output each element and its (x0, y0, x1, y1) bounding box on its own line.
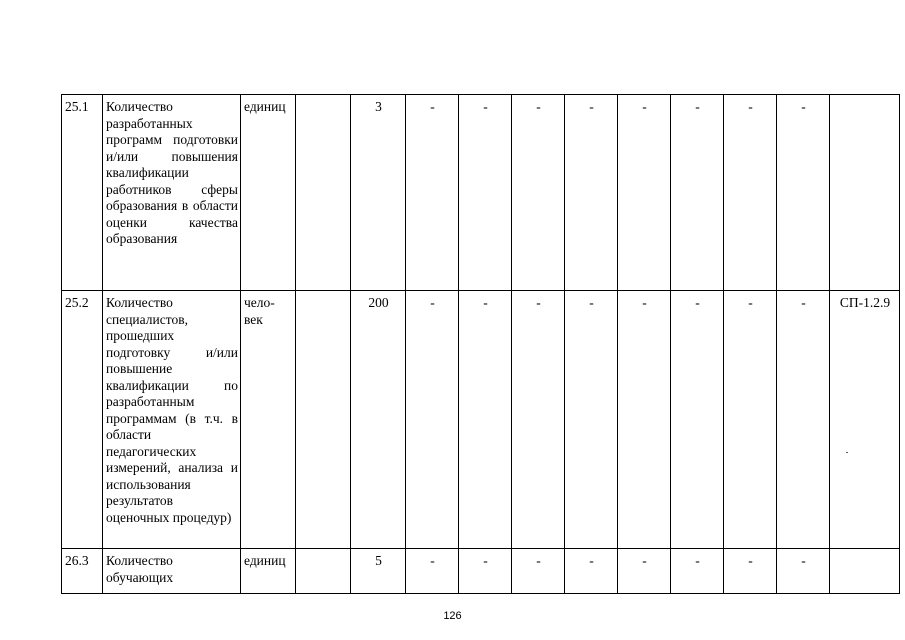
scan-speck (846, 452, 848, 453)
year-value: - (618, 291, 671, 549)
year-value: - (671, 291, 724, 549)
table-row (62, 95, 900, 291)
unit: единиц (241, 95, 296, 291)
base-value: 5 (351, 549, 406, 594)
year-value: - (512, 95, 565, 291)
year-value: - (406, 291, 459, 549)
year-value: - (459, 95, 512, 291)
year-value: - (618, 95, 671, 291)
empty-cell (296, 291, 351, 549)
base-value: 3 (351, 95, 406, 291)
year-value: - (565, 549, 618, 594)
year-value: - (406, 549, 459, 594)
source-ref: СП-1.2.9 (830, 291, 900, 549)
indicator-name: Количество обучающих (103, 549, 241, 594)
table-row (62, 291, 900, 549)
table-row (62, 549, 900, 594)
year-value: - (406, 95, 459, 291)
year-value: - (777, 549, 830, 594)
year-value: - (777, 291, 830, 549)
indicator-name: Количество разработанных программ подготовки и/или повышения квалификации работников сферы образования в области оценки качества образования (103, 95, 241, 291)
row-number: 25.2 (62, 291, 103, 549)
source-ref (830, 549, 900, 594)
empty-cell (296, 549, 351, 594)
year-value: - (459, 291, 512, 549)
unit: единиц (241, 549, 296, 594)
unit: чело- век (241, 291, 296, 549)
indicator-table (61, 94, 900, 594)
year-value: - (671, 95, 724, 291)
year-value: - (618, 549, 671, 594)
indicator-name: Количество специалистов, прошедших подготовку и/или повышение квалификации по разработанным программам (в т.ч. в области педагогических измерений, анализа и использования результатов оценочных процедур) (103, 291, 241, 549)
base-value: 200 (351, 291, 406, 549)
year-value: - (459, 549, 512, 594)
row-number: 25.1 (62, 95, 103, 291)
year-value: - (512, 549, 565, 594)
year-value: - (724, 291, 777, 549)
year-value: - (777, 95, 830, 291)
year-value: - (565, 95, 618, 291)
year-value: - (724, 549, 777, 594)
row-number: 26.3 (62, 549, 103, 594)
source-ref (830, 95, 900, 291)
empty-cell (296, 95, 351, 291)
year-value: - (671, 549, 724, 594)
year-value: - (724, 95, 777, 291)
year-value: - (565, 291, 618, 549)
year-value: - (512, 291, 565, 549)
page-number: 126 (443, 610, 462, 622)
